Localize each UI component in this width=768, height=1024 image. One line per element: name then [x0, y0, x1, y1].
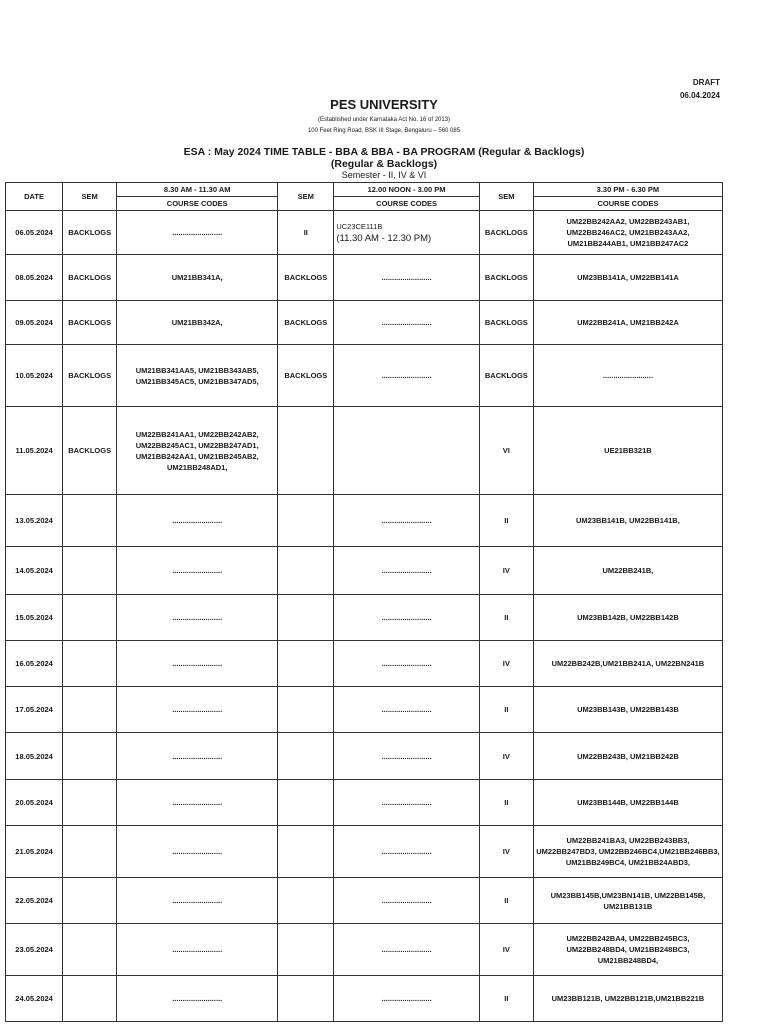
date-cell: 15.05.2024	[6, 595, 63, 641]
sem-cell	[63, 547, 117, 595]
table-row	[6, 976, 723, 1022]
sem-cell	[278, 780, 334, 826]
date-cell: 18.05.2024	[6, 733, 63, 780]
date-cell: 10.05.2024	[6, 345, 63, 407]
sem-cell	[63, 733, 117, 780]
course-codes-cell: ........................	[117, 211, 278, 255]
course-codes-cell: ........................	[117, 780, 278, 826]
course-codes-cell: UM21BB341A,	[117, 255, 278, 301]
table-row	[6, 780, 723, 826]
sem-cell	[278, 641, 334, 687]
date-cell: 13.05.2024	[6, 495, 63, 547]
establishment-note: (Established under Karnataka Act No. 16 of 2013)	[317, 117, 451, 123]
course-codes-cell: ........................	[334, 595, 479, 641]
draft-label: DRAFT	[692, 78, 720, 87]
exam-time-note: (11.30 AM - 12.30 PM)	[336, 232, 432, 244]
table-row	[6, 301, 723, 345]
course-codes-cell: ........................	[334, 495, 479, 547]
slot3-header: 3.30 PM - 6.30 PM	[533, 183, 722, 197]
sem-cell	[278, 878, 334, 924]
sem-cell	[63, 878, 117, 924]
slot1-header: 8.30 AM - 11.30 AM	[117, 183, 278, 197]
sem-cell: IV	[479, 924, 533, 976]
sem-cell: BACKLOGS	[63, 211, 117, 255]
course-codes-cell: UM23BB145B,UM23BN141B, UM22BB145B, UM21BB131B	[533, 878, 722, 924]
course-codes-cell: ........................	[117, 878, 278, 924]
course-codes-cell: UM21BB342A,	[117, 301, 278, 345]
course-codes-cell: ........................	[334, 826, 479, 878]
sem-cell: BACKLOGS	[479, 345, 533, 407]
sem-cell	[278, 826, 334, 878]
table-row	[6, 345, 723, 407]
sem-cell: II	[479, 495, 533, 547]
course-codes-cell: UM23BB121B, UM22BB121B,UM21BB221B	[533, 976, 722, 1022]
table-row	[6, 687, 723, 733]
sem-cell: BACKLOGS	[278, 345, 334, 407]
course-codes-cell: UM23BB144B, UM22BB144B	[533, 780, 722, 826]
university-name: PES UNIVERSITY	[330, 97, 438, 112]
course-codes-cell: UM22BB242BA4, UM22BB245BC3, UM22BB248BD4, UM21BB248BC3, UM21BB248BD4,	[533, 924, 722, 976]
course-codes-cell: UM22BB242B,UM21BB241A, UM22BN241B	[533, 641, 722, 687]
course-codes-cell: ........................	[117, 641, 278, 687]
table-row	[6, 878, 723, 924]
course-codes-cell: ........................	[334, 924, 479, 976]
course-codes-cell: ........................	[334, 345, 479, 407]
university-address: 100 Feet Ring Road, BSK III Stage, Bengaluru – 560 085	[307, 128, 461, 134]
sem-cell	[278, 687, 334, 733]
draft-date: 06.04.2024	[679, 91, 720, 100]
slot2-header: 12.00 NOON - 3.00 PM	[334, 183, 479, 197]
course-codes-cell: ........................	[117, 595, 278, 641]
date-cell: 22.05.2024	[6, 878, 63, 924]
course-codes-cell: UM22BB241AA1, UM22BB242AB2, UM22BB245AC1, UM22BB247AD1, UM21BB242AA1, UM21BB245AB2, UM21BB248AD1,	[117, 407, 278, 495]
sem-cell: BACKLOGS	[479, 301, 533, 345]
sem-cell: II	[479, 780, 533, 826]
course-codes-header: COURSE CODES	[533, 197, 722, 211]
course-codes-cell: ........................	[117, 547, 278, 595]
course-codes-cell: UM23BB142B, UM22BB142B	[533, 595, 722, 641]
timetable-body	[6, 211, 723, 1022]
course-codes-cell: UM23BB141B, UM22BB141B,	[533, 495, 722, 547]
date-cell: 06.05.2024	[6, 211, 63, 255]
course-codes-cell: ........................	[334, 687, 479, 733]
table-row	[6, 255, 723, 301]
sem-cell: BACKLOGS	[479, 255, 533, 301]
sem-cell: BACKLOGS	[479, 211, 533, 255]
date-cell: 23.05.2024	[6, 924, 63, 976]
table-row	[6, 826, 723, 878]
sem-cell	[63, 641, 117, 687]
course-codes-cell: ........................	[334, 733, 479, 780]
sem-cell	[278, 924, 334, 976]
col-sem-header: SEM	[278, 183, 334, 211]
course-codes-cell: UM23BB141A, UM22BB141A	[533, 255, 722, 301]
course-codes-cell: ........................	[334, 976, 479, 1022]
course-codes-cell: UM22BB241BA3, UM22BB243BB3, UM22BB247BD3, UM22BB246BC4,UM21BB246BB3, UM21BB249BC4, UM21BB24ABD3,	[533, 826, 722, 878]
course-codes-header: COURSE CODES	[117, 197, 278, 211]
course-codes-cell: ........................	[117, 733, 278, 780]
course-codes-cell: ........................	[334, 547, 479, 595]
course-codes-cell: UM22BB241A, UM21BB242A	[533, 301, 722, 345]
table-row	[6, 595, 723, 641]
sem-cell	[63, 924, 117, 976]
sem-cell: II	[479, 595, 533, 641]
course-codes-cell: UM23BB143B, UM22BB143B	[533, 687, 722, 733]
col-date-header: DATE	[6, 183, 63, 211]
sem-cell: BACKLOGS	[278, 301, 334, 345]
sem-cell	[63, 826, 117, 878]
sem-cell: IV	[479, 641, 533, 687]
sem-cell	[63, 495, 117, 547]
date-cell: 09.05.2024	[6, 301, 63, 345]
sem-cell: IV	[479, 826, 533, 878]
sem-cell: IV	[479, 547, 533, 595]
timetable-title: ESA : May 2024 TIME TABLE - BBA & BBA - BA PROGRAM (Regular & Backlogs)	[183, 146, 585, 158]
course-codes-cell: ........................	[117, 687, 278, 733]
sem-cell	[278, 595, 334, 641]
sem-cell	[63, 976, 117, 1022]
sem-cell: BACKLOGS	[63, 407, 117, 495]
sem-cell: BACKLOGS	[278, 255, 334, 301]
col-sem-header: SEM	[479, 183, 533, 211]
timetable-subtitle: (Regular & Backlogs)	[330, 158, 438, 170]
sem-cell	[63, 780, 117, 826]
table-row	[6, 211, 723, 255]
sem-cell: VI	[479, 407, 533, 495]
sem-cell	[63, 687, 117, 733]
course-codes-cell: ........................	[334, 780, 479, 826]
sem-cell: BACKLOGS	[63, 345, 117, 407]
table-row	[6, 641, 723, 687]
table-row	[6, 924, 723, 976]
sem-cell: II	[278, 211, 334, 255]
date-cell: 21.05.2024	[6, 826, 63, 878]
semester-line: Semester - II, IV & VI	[341, 170, 427, 180]
course-codes-cell: ........................	[117, 495, 278, 547]
sem-cell: II	[479, 687, 533, 733]
course-codes-cell: ........................	[334, 301, 479, 345]
course-codes-cell: ........................	[117, 826, 278, 878]
sem-cell	[63, 595, 117, 641]
timetable	[5, 182, 723, 1022]
date-cell: 17.05.2024	[6, 687, 63, 733]
course-codes-cell: ........................	[117, 976, 278, 1022]
table-row	[6, 407, 723, 495]
date-cell: 20.05.2024	[6, 780, 63, 826]
course-codes-cell: ........................	[334, 641, 479, 687]
course-codes-cell	[334, 407, 479, 495]
table-row	[6, 547, 723, 595]
sem-cell	[278, 733, 334, 780]
course-codes-cell: UE21BB321B	[533, 407, 722, 495]
course-codes-cell: ........................	[334, 878, 479, 924]
sem-cell	[278, 547, 334, 595]
sem-cell: II	[479, 976, 533, 1022]
course-codes-cell: UM21BB341AA5, UM21BB343AB5, UM21BB345AC5, UM21BB347AD5,	[117, 345, 278, 407]
course-code: UC23CE111B	[336, 221, 383, 231]
col-sem-header: SEM	[63, 183, 117, 211]
date-cell: 08.05.2024	[6, 255, 63, 301]
sem-cell	[278, 495, 334, 547]
course-codes-cell: UM22BB243B, UM21BB242B	[533, 733, 722, 780]
course-codes-header: COURSE CODES	[334, 197, 479, 211]
sem-cell: II	[479, 878, 533, 924]
header-row-times	[6, 183, 723, 197]
course-codes-cell: ........................	[533, 345, 722, 407]
course-codes-cell: ........................	[334, 255, 479, 301]
sem-cell	[278, 407, 334, 495]
table-row	[6, 733, 723, 780]
date-cell: 16.05.2024	[6, 641, 63, 687]
sem-cell	[278, 976, 334, 1022]
sem-cell: IV	[479, 733, 533, 780]
date-cell: 24.05.2024	[6, 976, 63, 1022]
course-codes-cell: UM22BB241B,	[533, 547, 722, 595]
date-cell: 11.05.2024	[6, 407, 63, 495]
course-codes-cell	[334, 211, 479, 255]
sem-cell: BACKLOGS	[63, 255, 117, 301]
course-codes-cell: UM22BB242AA2, UM22BB243AB1, UM22BB246AC2, UM21BB243AA2, UM21BB244AB1, UM21BB247AC2	[533, 211, 722, 255]
table-row	[6, 495, 723, 547]
course-codes-cell: ........................	[117, 924, 278, 976]
sem-cell: BACKLOGS	[63, 301, 117, 345]
date-cell: 14.05.2024	[6, 547, 63, 595]
